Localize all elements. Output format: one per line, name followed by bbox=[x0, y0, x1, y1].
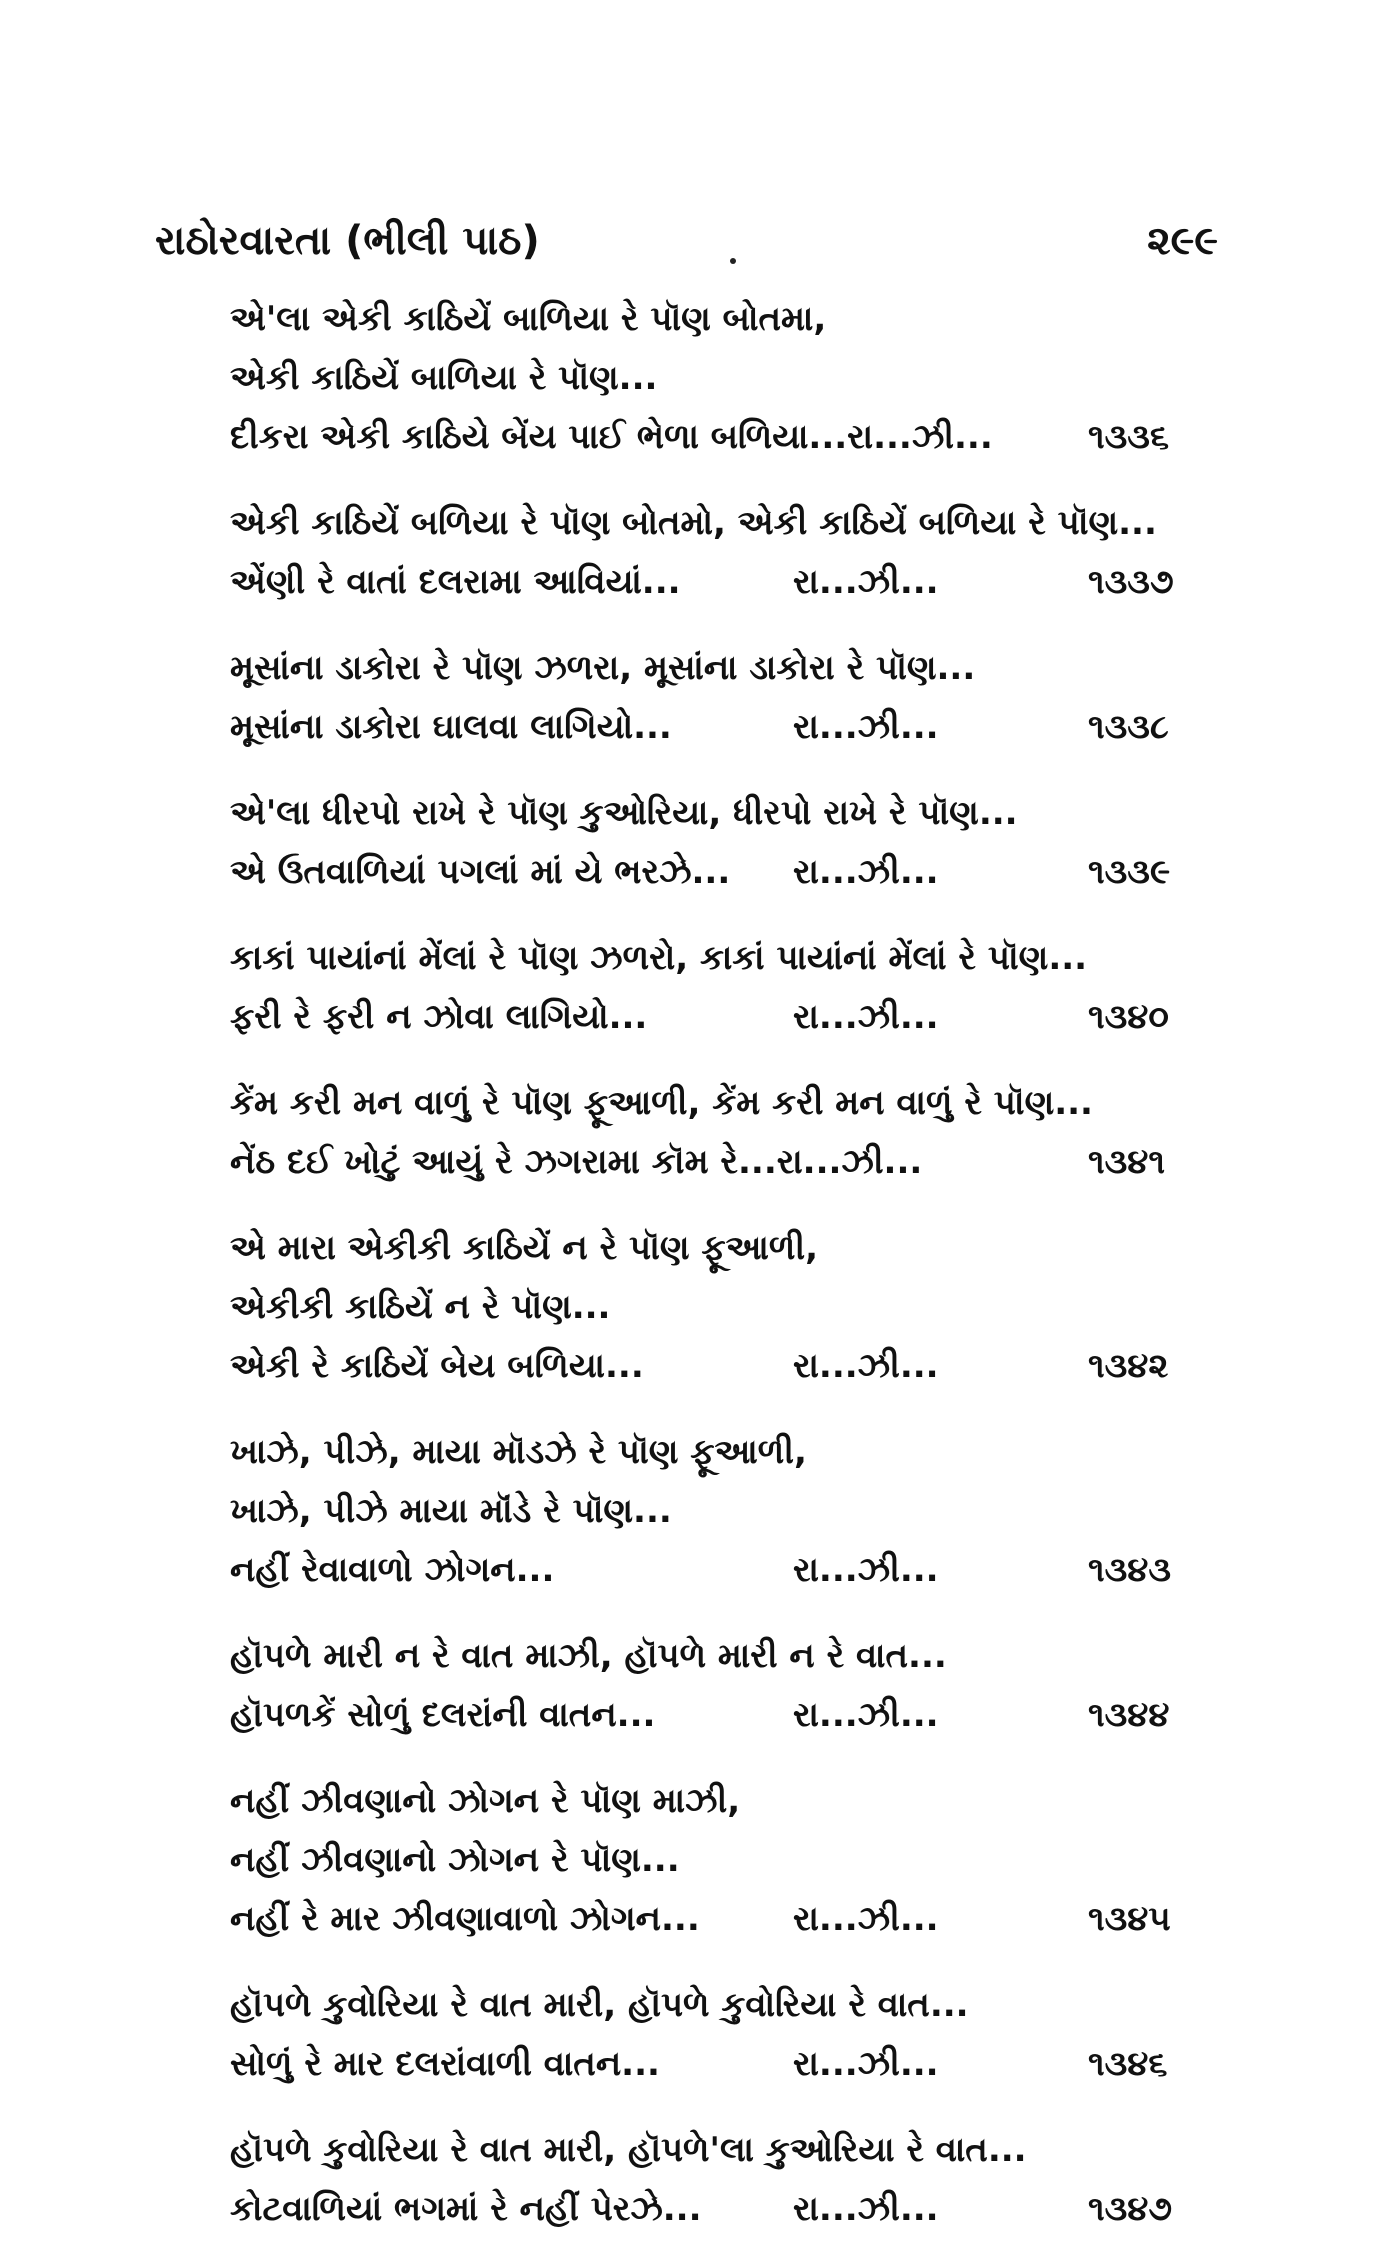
refrain-marker: રા...ઝી... bbox=[793, 997, 939, 1037]
verse-text: ખાઝે, પીઝે, માયા મૉડઝે રે પૉણ ફૂઆળી, bbox=[230, 1432, 807, 1472]
verse-text: નહીં ઝીવણાનો ઝોગન રે પૉણ માઝી, bbox=[230, 1781, 741, 1821]
verse-text: ખાઝે, પીઝે માયા મૉંડે રે પૉણ... bbox=[230, 1491, 672, 1531]
stanza bbox=[230, 784, 1230, 902]
verse-line bbox=[230, 349, 1230, 408]
verse-line bbox=[230, 1482, 1230, 1541]
verse-line bbox=[230, 1219, 1230, 1278]
verse-text: એ'લા ધીરપો રાખે રે પૉણ કુઓરિયા, ધીરપો રાખે રે પૉણ... bbox=[230, 793, 1018, 833]
stanza bbox=[230, 1423, 1230, 1600]
verse-line bbox=[230, 1541, 1230, 1600]
running-title: રાઠોરવારતા (ભીલી પાઠ) bbox=[155, 218, 540, 264]
verse-text: મૂસાંના ડાકોરા ઘાલવા લાગિયો... bbox=[230, 707, 672, 747]
verse-text: કાકાં પાયાંનાં મેંલાં રે પૉણ ઝળરો, કાકાં પાયાંનાં મેંલાં રે પૉણ... bbox=[230, 938, 1088, 978]
page-header bbox=[155, 218, 1218, 268]
stanza bbox=[230, 1976, 1230, 2094]
verse-number: ૧૩૪૦ bbox=[1088, 997, 1169, 1037]
stanza bbox=[230, 639, 1230, 757]
verse-line bbox=[230, 784, 1230, 843]
verse-number: ૧૩૪૨ bbox=[1088, 1346, 1169, 1386]
verse-number: ૧૩૩૭ bbox=[1088, 562, 1174, 602]
verse-line bbox=[230, 1976, 1230, 2035]
verse-text: એકી કાઠિયેં બાળિયા રે પૉણ... bbox=[230, 358, 658, 398]
verse-text: એંણી રે વાતાં દલરામા આવિયાં... bbox=[230, 562, 681, 602]
verse-text: હૉપળે કુવોરિયા રે વાત મારી, હૉપળે'લા કુઓરિયા રે વાત... bbox=[230, 2130, 1027, 2170]
verse-text: કેંમ કરી મન વાળું રે પૉણ ફૂઆળી, કેંમ કરી મન વાળું રે પૉણ... bbox=[230, 1083, 1093, 1123]
refrain-marker: રા...ઝી... bbox=[793, 2189, 939, 2229]
verse-text: એ ઉતવાળિયાં પગલાં માં યે ભરઝે... bbox=[230, 852, 731, 892]
stanza bbox=[230, 929, 1230, 1047]
stanza bbox=[230, 290, 1230, 467]
verse-line bbox=[230, 290, 1230, 349]
verse-number: ૧૩૪૪ bbox=[1088, 1695, 1170, 1735]
verse-number: ૧૩૩૮ bbox=[1088, 707, 1169, 747]
verse-text: હૉપળે કુવોરિયા રે વાત મારી, હૉપળે કુવોરિયા રે વાત... bbox=[230, 1985, 969, 2025]
verse-line bbox=[230, 988, 1230, 1047]
verse-line bbox=[230, 698, 1230, 757]
verse-line bbox=[230, 1831, 1230, 1890]
stanza bbox=[230, 2121, 1230, 2239]
refrain-marker: રા...ઝી... bbox=[793, 852, 939, 892]
verse-line bbox=[230, 929, 1230, 988]
verse-number: ૧૩૪૩ bbox=[1088, 1550, 1172, 1590]
refrain-marker: રા...ઝી... bbox=[793, 1550, 939, 1590]
verse-line bbox=[230, 494, 1230, 553]
stanza bbox=[230, 1219, 1230, 1396]
verse-text: એ મારા એકીકી કાઠિયેં ન રે પૉણ ફૂઆળી, bbox=[230, 1228, 819, 1268]
verse-line bbox=[230, 639, 1230, 698]
page-number: ૨૯૯ bbox=[1147, 218, 1218, 264]
verse-text: એકી રે કાઠિયેં બેય બળિયા... bbox=[230, 1346, 644, 1386]
refrain-marker: રા...ઝી... bbox=[793, 1346, 939, 1386]
verse-number: ૧૩૩૬ bbox=[1088, 417, 1169, 457]
verse-number: ૧૩૪૭ bbox=[1088, 2189, 1173, 2229]
verse-line bbox=[230, 2035, 1230, 2094]
verse-text: નેંઠ દઈ ખોટું આયું રે ઝગરામા કૉમ રે...રા...ઝી... bbox=[230, 1142, 923, 1182]
verse-text: હૉપળકેં સોળું દલરાંની વાતન... bbox=[230, 1695, 656, 1735]
verse-text: એકીકી કાઠિયેં ન રે પૉણ... bbox=[230, 1287, 611, 1327]
refrain-marker: રા...ઝી... bbox=[793, 562, 939, 602]
verse-line bbox=[230, 408, 1230, 467]
verse-line bbox=[230, 2180, 1230, 2239]
refrain-marker: રા...ઝી... bbox=[793, 1695, 939, 1735]
verse-line bbox=[230, 1278, 1230, 1337]
verse-list bbox=[230, 290, 1230, 2266]
verse-line bbox=[230, 1337, 1230, 1396]
verse-line bbox=[230, 1686, 1230, 1745]
verse-line bbox=[230, 2121, 1230, 2180]
verse-number: ૧૩૪૬ bbox=[1088, 2044, 1168, 2084]
verse-text: એકી કાઠિયેં બળિયા રે પૉણ બોતમો, એકી કાઠિયેં બળિયા રે પૉણ... bbox=[230, 503, 1157, 543]
verse-line bbox=[230, 1423, 1230, 1482]
stanza bbox=[230, 1074, 1230, 1192]
verse-text: કોટવાળિયાં ભગમાં રે નહીં પેરઝે... bbox=[230, 2189, 702, 2229]
verse-line bbox=[230, 553, 1230, 612]
verse-text: નહીં રેવાવાળો ઝોગન... bbox=[230, 1550, 555, 1590]
verse-text: ફરી રે ફરી ન ઝોવા લાગિયો... bbox=[230, 997, 648, 1037]
stanza bbox=[230, 1772, 1230, 1949]
verse-number: ૧૩૩૯ bbox=[1088, 852, 1171, 892]
verse-number: ૧૩૪૧ bbox=[1088, 1142, 1166, 1182]
verse-line bbox=[230, 1772, 1230, 1831]
verse-line bbox=[230, 843, 1230, 902]
refrain-marker: રા...ઝી... bbox=[793, 707, 939, 747]
refrain-marker: રા...ઝી... bbox=[793, 2044, 939, 2084]
verse-text: એ'લા એકી કાઠિયેં બાળિયા રે પૉણ બોતમા, bbox=[230, 299, 827, 339]
verse-text: નહીં ઝીવણાનો ઝોગન રે પૉણ... bbox=[230, 1840, 680, 1880]
stanza bbox=[230, 494, 1230, 612]
verse-text: નહીં રે માર ઝીવણાવાળો ઝોગન... bbox=[230, 1899, 700, 1939]
refrain-marker: રા...ઝી... bbox=[793, 1899, 939, 1939]
verse-number: ૧૩૪૫ bbox=[1088, 1899, 1171, 1939]
verse-line bbox=[230, 1890, 1230, 1949]
verse-line bbox=[230, 1133, 1230, 1192]
verse-text: સોળું રે માર દલરાંવાળી વાતન... bbox=[230, 2044, 660, 2084]
print-speck bbox=[730, 258, 736, 264]
verse-line bbox=[230, 1074, 1230, 1133]
verse-text: મૂસાંના ડાકોરા રે પૉણ ઝળરા, મૂસાંના ડાકોરા રે પૉણ... bbox=[230, 648, 976, 688]
verse-text: દીકરા એકી કાઠિયે બેંય પાઈ ભેળા બળિયા...રા...ઝી... bbox=[230, 417, 993, 457]
verse-text: હૉપળે મારી ન રે વાત માઝી, હૉપળે મારી ન રે વાત... bbox=[230, 1636, 947, 1676]
stanza bbox=[230, 1627, 1230, 1745]
verse-line bbox=[230, 1627, 1230, 1686]
